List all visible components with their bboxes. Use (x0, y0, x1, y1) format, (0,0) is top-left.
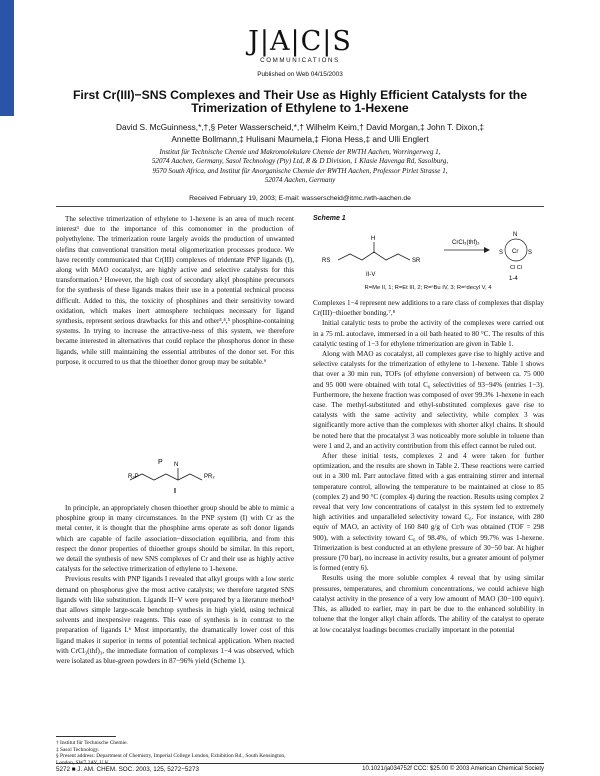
ligand-I-left-arm: R₂P (128, 474, 139, 480)
footer-doi: 10.1021/ja034752f CCC: $25.00 © 2003 American Chemical Society (362, 766, 544, 772)
footnote-1: † Institut für Technische Chemie. (56, 740, 128, 746)
paragraph-soluble-complex: Results using the more soluble complex 4 reveal that by using similar pressures, temperatures, and chromium concentrations, we could achieve high catalyst activity in the presence of a very low amount of MAO (30−100 equiv). This, as alluded to earlier, may in part be due to the enhanced solubility in toluene that the longer alkyl chain affords. The ability of the catalyst to operate at low cocatalyst loadings becomes crucially important in the potential (313, 574, 544, 634)
ligand-I-backbone (130, 474, 202, 480)
complex-s-right: S (528, 250, 533, 256)
reagent-label: CrCl₃(thf)₃ (452, 240, 480, 246)
logo-subtitle: COMMUNICATIONS (260, 57, 340, 64)
paragraph-synthesis: Previous results with PNP ligands I revealed that alkyl groups with a low steric demand on phosphorus give the most active catalysts; we therefore targeted SNS ligands with like substitution. Ligands II−V were prepared by a literature method⁵ that allows simple large-scale benchtop synthesis in high yield, using technical solvents and inexpensive reagents. This ease of synthesis is in contrast to the preparation of ligands I.⁶ Most importantly, the dramatically lower cost of this ligand makes it superior in terms of potential technical application. When reacted with CrCl₃(thf)₃, the immediate formation of complexes 1−4 was observed, which were isolated as blue-green powders in 87−96% yield (Scheme 1). (56, 575, 294, 666)
complex-cr-label: Cr (512, 249, 519, 255)
complex-s-left: S (499, 250, 504, 256)
ligand-nh-label: H (371, 236, 376, 242)
affiliation-line-1: Institut für Technische Chemie und Makromolekulare Chemie der RWTH Aachen, Worringerweg 1, (159, 148, 441, 156)
ligand-I-label: I (174, 488, 176, 495)
paragraph-intro: The selective trimerization of ethylene to 1-hexene is an area of much recent interest¹ due to the importance of this comonomer in the production of polyethylene. The trimerization route largely avoids the production of unwanted olefins that conventional transition metal oligomerization processes produce. We have recently communicated that Cr(III) complexes of tridentate PNP ligands (I), along with MAO cocatalyst, are highly active and selective catalysts for this transformation.² However, the high cost of secondary alkyl phosphine precursors for the synthesis of these ligands makes their use in a potential technical process difficult. Added to this, the toxicity of phosphines and their sensitivity toward oxidation, which makes inert atmosphere techniques necessary for ligand synthesis, represent serious drawbacks for this and other³,⁴,⁵ phosphine-containing systems. In trying to increase the attractive-ness of this system, we therefore became interested in alternatives that could replace the phosphorus donor in these ligands, while still maintaining the essential attributes of the donor set. For this purpose, it occurred to us that the thioether donor group may be suitable.⁶ (56, 215, 294, 366)
affiliation-line-2: 52074 Aachen, Germany, Sasol Technology (Pty) Ltd, R & D Division, 1 Klasie Havenga Rd, Sasolburg, (151, 157, 449, 166)
author-list (60, 122, 540, 145)
journal-logo (238, 28, 362, 64)
affiliation-line-3: 9570 South Africa, and Institut für Anorganische Chemie der RWTH Aachen, Professor Pirlet Strasse 1, (152, 166, 448, 175)
paragraph-thioether: In principle, an appropriately chosen thioether group should be able to mimic a phosphine group in many circumstances. In the PNP system (I) with Cr as the metal center, it is thought that the phosphine arms operate as soft donor ligands which are capable of facile association−dissociation equilibria, and from this respect the donor properties of thioether groups should be similar. In this report, we detail the synthesis of new SNS complexes of Cr and their use as highly active catalysts for the selective trimerization of ethylene to 1-hexene. (56, 504, 294, 574)
reaction-arrowhead (484, 247, 490, 253)
paragraph-complexes: Complexes 1−4 represent new additions to a rare class of complexes that display Cr(III)−thioether bonding.⁷,⁸ (313, 299, 544, 318)
complex-cl-label: Cl Cl (510, 265, 522, 271)
article-title: First Cr(III)−SNS Complexes and Their Use as Highly Efficient Catalysts for the Trimerization of Ethylene to 1-Hexene (72, 88, 528, 115)
ligand-label: II-V (366, 272, 376, 278)
complex-label: 1-4 (509, 276, 518, 282)
affiliations (60, 148, 540, 185)
affiliation-line-4: 52074 Aachen, Germany (264, 175, 336, 184)
left-column-upper (56, 214, 294, 367)
ligand-backbone (338, 252, 410, 260)
paragraph-optimization: After these initial tests, complexes 2 and 4 were taken for further optimization, and the results are shown in Table 2. These reactions were carried out in a 300 mL Parr autoclave fitted with a gas entraining stirrer and internal temperature control, allowing the temperature to be maintained at close to 85 (complex 2) and 90 °C (complex 4) during the reaction. Results using complex 2 reveal that very low concentrations of catalyst in this system led to extremely high activities and unparalleled selectivity toward C₆. For instance, with 280 equiv of MAO, an activity of 160 840 g/g of Cr/h was obtained (TOF = 298 900), with a selectivity toward C₆ of 98.4%, of which 99.7% was 1-hexene. Trimerization is best conducted at an ethylene pressure of 30−50 bar. At higher pressure (70 bar), no increase in activity results, but a greater amount of polymer is formed (entry 6). (313, 452, 545, 573)
footer-citation: 5272 ■ J. AM. CHEM. SOC. 2003, 125, 5272−5273 (56, 766, 199, 773)
journal-sidebar-bar (0, 0, 14, 116)
ligand-I-ph-label: P (158, 459, 163, 466)
authors-line-1: David S. McGuinness,*,†,§ Peter Wasserscheid,*,† Wilhelm Keim,† David Morgan,‡ John T. Dixon,‡ (116, 122, 484, 132)
complex-n-top: N (513, 232, 518, 238)
footnote-2: ‡ Sasol Technology. (56, 746, 100, 753)
scheme-1-reaction (318, 224, 544, 284)
ligand-right-sr: SR (412, 258, 421, 264)
ligand-left-sr: RS (322, 258, 331, 264)
right-column (313, 298, 544, 635)
footnote-3: § Present address: Department of Chemistry, Imperial College London, Exhibition Rd., South Kensington, London, SW7 2AY, U.K. (56, 753, 286, 767)
ligand-I-nh-label: N (174, 462, 179, 468)
paragraph-mao-results: Along with MAO as cocatalyst, all complexes gave rise to highly active and selective catalysts for the trimerization of ethylene to 1-hexene. Table 1 shows that over a 30 min run, TOFs (of ethylene conversion) of between ca. 75 000 and 95 000 were obtained with total C₆ selectivities of 93−94% (entries 1−3). Furthermore, the hexene fraction was composed of over 99.3% 1-hexene in each case. The methyl-substituted and ethyl-substituted complexes gave rise to catalysts with the same activity and selectivity, while complex 3 was significantly more active than the complexes with shorter alkyl chains. It should be noted here that the procatalyst 3 was noticeably more soluble in toluene than were 1 and 2, and an activity contribution from this effect cannot be ruled out. (313, 350, 544, 450)
logo-text: J|A|C|S (248, 26, 352, 57)
header-divider (56, 206, 544, 207)
scheme-caption: R=Me II, 1; R=Et III, 2; R=ⁿBu IV, 3; R=ⁿdecyl V, 4 (364, 285, 492, 291)
scheme-label: Scheme 1 (313, 215, 346, 222)
paragraph-initial-tests: Initial catalytic tests to probe the activity of the complexes were carried out in a 75 mL autoclave, immersed in a oil bath heated to 80 °C. The results of this catalytic testing of 1−3 for ethylene trimerization are given in Table 1. (313, 319, 544, 348)
ligand-I-structure (128, 452, 228, 496)
received-date-email: Received February 19, 2003; E-mail: wasserscheid@itmc.rwth-aachen.de (189, 195, 411, 202)
footer-divider (56, 763, 544, 764)
left-column-lower (56, 503, 294, 666)
publication-date: Published on Web 04/15/2003 (257, 71, 343, 78)
authors-line-2: Annette Bollmann,‡ Hulisani Maumela,‡ Fiona Hess,‡ and Ulli Englert (171, 133, 429, 144)
footnote-divider (56, 736, 116, 737)
ligand-I-right-arm: PR₂ (204, 474, 215, 480)
